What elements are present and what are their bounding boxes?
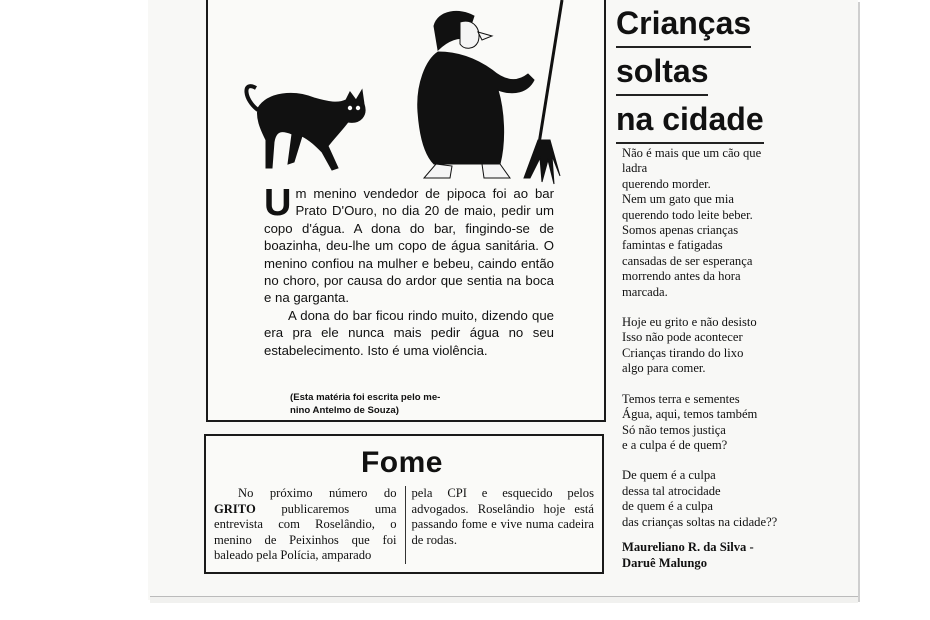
poem-signature: [622, 540, 822, 571]
poem-line: famintas e fatigadas: [622, 238, 723, 253]
story-paragraph-1-text: m menino vendedor de pipoca foi ao bar Prato D'Ouro, no dia 20 de maio, pedir um copo d'água. A dona do bar, fingindo-se de boazinha, deu-lhe um copo de água sanitária. O menino confiou na mulher e bebeu, caindo então no choro, por causa do ardor que sentia na boca e na garganta.: [264, 186, 554, 306]
poem-line: dessa tal atrocidade: [622, 483, 721, 498]
paper-edge: [150, 596, 858, 603]
poem-line: das crianças soltas na cidade??: [622, 514, 778, 529]
poem-line: Isso não pode acontecer: [622, 330, 743, 345]
poem-line: Não é mais que um cão que: [622, 146, 762, 160]
poem-stanza-2: [622, 315, 822, 377]
poem-line: marcada.: [622, 284, 668, 299]
poem-line: algo para comer.: [622, 361, 706, 376]
poem-stanza-4: [622, 468, 822, 530]
story-text: [264, 182, 554, 359]
story-paragraph-2: A dona do bar ficou rindo muito, dizendo que era pra ele nunca mais pedir água no seu estabelecimento. Isto é uma violência.: [264, 307, 554, 358]
poem-line: Crianças tirando do lixo: [622, 345, 744, 360]
fome-title: Fome: [360, 446, 443, 479]
poem-line: Hoje eu grito e não desisto: [622, 315, 757, 330]
black-cat-illustration: [246, 86, 365, 170]
grito-name: GRITO: [214, 501, 256, 516]
fome-column-2: [406, 486, 595, 564]
credit-line-1: (Esta matéria foi escrita pelo me-: [290, 392, 441, 403]
poem-line: Nem um gato que mia: [622, 192, 734, 207]
signature-line-1: Maureliano R. da Silva -: [622, 540, 754, 554]
fome-col1-a: No próximo número do: [238, 486, 397, 500]
poem-line: querendo todo leite beber.: [622, 207, 753, 222]
poem-line: De quem é a culpa: [622, 468, 716, 483]
story-credit: [290, 391, 490, 417]
poem-line: querendo morder.: [622, 176, 711, 191]
fome-col1-c: publicaremos uma entrevista com Roselândio, o menino de Peixinhos que foi baleado pela Polícia, amparado: [214, 501, 397, 563]
poem: [622, 146, 822, 545]
poem-title-line-2: soltas: [616, 48, 708, 96]
poem-stanza-3: [622, 392, 822, 454]
witch-with-broom-illustration: [418, 0, 562, 184]
credit-line-2: nino Antelmo de Souza): [290, 405, 399, 416]
poem-title: [616, 0, 796, 144]
poem-line: Temos terra e sementes: [622, 391, 740, 406]
fome-column-1: [214, 486, 406, 564]
story-paragraph-1: [264, 182, 554, 307]
poem-line: Somos apenas crianças: [622, 223, 739, 238]
poem-stanza-1: [622, 146, 822, 300]
cat-and-witch-illustration: [238, 0, 598, 190]
poem-title-line-1: Crianças: [616, 0, 751, 48]
poem-line: Só não temos justiça: [622, 422, 726, 437]
poem-line: ladra: [622, 161, 648, 176]
poem-line: e a culpa é de quem?: [622, 437, 728, 452]
fome-col2-text: pela CPI e esquecido pelos advogados. Roselândio hoje está passando fome e vive numa cadeira de rodas.: [411, 486, 594, 547]
fome-columns: [214, 486, 594, 564]
signature-line-2: Daruê Malungo: [622, 555, 708, 570]
poem-line: de quem é a culpa: [622, 499, 713, 514]
poem-title-line-3: na cidade: [616, 96, 764, 144]
poem-line: cansadas de ser esperança: [622, 253, 753, 268]
drop-cap: U: [264, 182, 292, 224]
poem-line: Água, aqui, temos também: [622, 407, 758, 422]
poem-line: morrendo antes da hora: [622, 269, 741, 284]
